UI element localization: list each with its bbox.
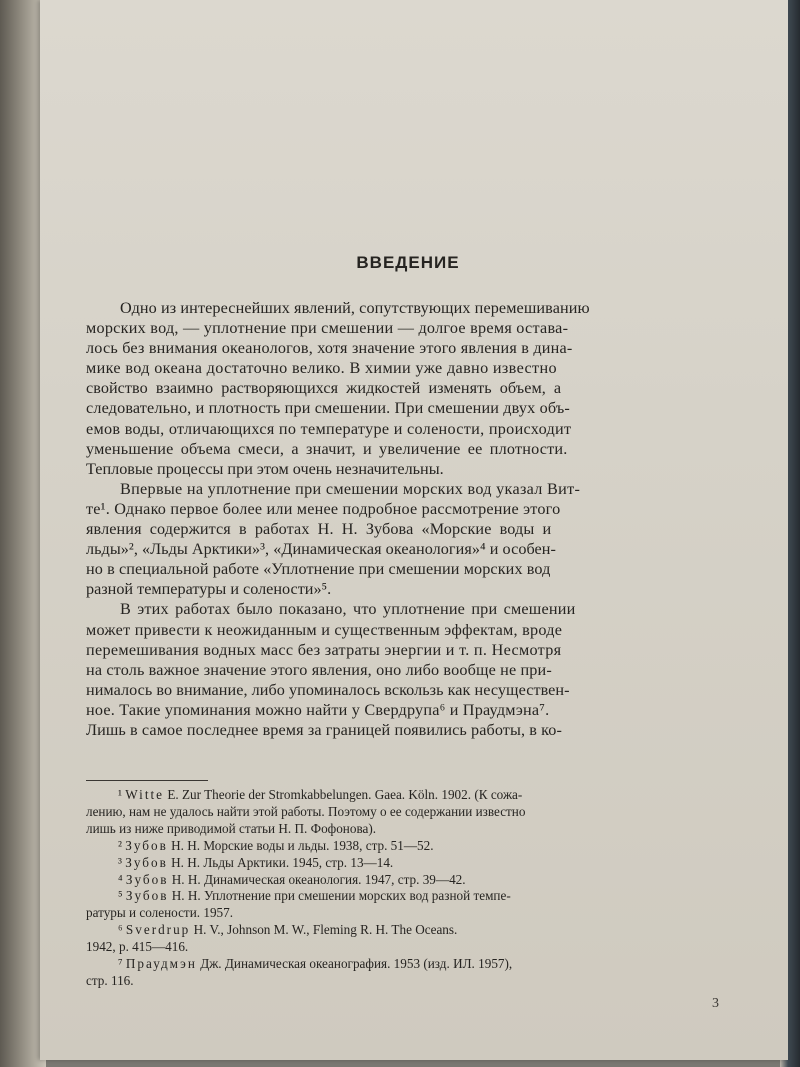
footnote-number: ⁷ bbox=[118, 956, 123, 972]
footnote-author: Witte bbox=[125, 787, 165, 802]
body-line: явления содержится в работах Н. Н. Зубова «Морские воды и bbox=[86, 520, 552, 539]
footnote-number: ⁴ bbox=[118, 871, 123, 887]
body-line: морских вод, — уплотнение при смешении — долгое время остава- bbox=[86, 319, 569, 338]
footnote-author: Праудмэн bbox=[125, 956, 197, 972]
footnote-continuation: 1942, р. 415—416. bbox=[86, 939, 189, 955]
footnote-text: Н. Н. Льды Арктики. 1945, стр. 13—14. bbox=[171, 854, 394, 870]
footnote bbox=[118, 855, 714, 872]
body-line: Впервые на уплотнение при смешении морских вод указал Вит- bbox=[120, 479, 581, 498]
chapter-title: ВВЕДЕНИЕ bbox=[356, 253, 460, 272]
footnote-text: H. V., Johnson M. W., Fleming R. H. The Oceans. bbox=[193, 922, 458, 938]
footnote-number: ² bbox=[118, 837, 122, 853]
body-line: на столь важное значение этого явления, оно либо вообще не при- bbox=[86, 660, 552, 679]
footnote-text: Дж. Динамическая океанография. 1953 (изд. ИЛ. 1957), bbox=[200, 956, 513, 972]
footnote bbox=[118, 956, 714, 973]
page-content bbox=[86, 0, 718, 1067]
footnote-author: Зубов bbox=[125, 854, 168, 870]
footnote-number: ⁵ bbox=[118, 888, 123, 904]
body-line: уменьшение объема смеси, а значит, и увеличение ее плотности. bbox=[86, 439, 568, 458]
footnote-number: ⁶ bbox=[118, 922, 123, 938]
body-line: мике вод океана достаточно велико. В химии уже давно известно bbox=[86, 359, 557, 378]
footnote-author: Sverdrup bbox=[125, 922, 191, 938]
footnote-author: Зубов bbox=[125, 888, 169, 904]
footnote bbox=[118, 922, 714, 939]
body-line: ное. Такие упоминания можно найти у Свердрупа⁶ и Праудмэна⁷. bbox=[86, 700, 550, 719]
footnote-number: ¹ bbox=[118, 787, 122, 802]
body-line: те¹. Однако первое более или менее подробное рассмотрение этого bbox=[86, 499, 561, 518]
footnote bbox=[118, 888, 714, 905]
body-line: нималось во внимание, либо упоминалось вскользь как несуществен- bbox=[86, 680, 570, 699]
body-line: Лишь в самое последнее время за границей появились работы, в ко- bbox=[86, 720, 562, 739]
body-text bbox=[86, 298, 714, 740]
footnote bbox=[118, 838, 714, 855]
body-line: Тепловые процессы при этом очень незначительны. bbox=[86, 459, 444, 478]
footnote-continuation: ратуры и солености. 1957. bbox=[86, 905, 234, 921]
footnote-number: ³ bbox=[118, 854, 122, 870]
body-line: может привести к неожиданным и существенным эффектам, вроде bbox=[86, 620, 563, 639]
footnote-divider bbox=[86, 780, 208, 781]
body-line: перемешивания водных масс без затраты энергии и т. п. Несмотря bbox=[86, 640, 562, 659]
body-line: свойство взаимно растворяющихся жидкостей изменять объем, а bbox=[86, 379, 562, 398]
footnote-text: E. Zur Theorie der Stromkabbelungen. Gaea. Köln. 1902. (К сожа- bbox=[167, 787, 523, 802]
footnote-text: Н. Н. Динамическая океанология. 1947, стр. 39—42. bbox=[171, 871, 466, 887]
footnote-continuation: лению, нам не удалось найти этой работы. Поэтому о ее содержании известно bbox=[86, 803, 526, 819]
body-line: В этих работах было показано, что уплотнение при смешении bbox=[120, 600, 576, 619]
footnote-text: Н. Н. Уплотнение при смешении морских вод разной темпе- bbox=[171, 888, 511, 904]
body-line: разной температуры и солености»⁵. bbox=[86, 580, 332, 599]
footnote-author: Зубов bbox=[125, 837, 168, 853]
body-line: лось без внимания океанологов, хотя значение этого явления в дина- bbox=[86, 339, 573, 358]
body-line: но в специальной работе «Уплотнение при смешении морских вод bbox=[86, 560, 551, 579]
body-line: Одно из интереснейших явлений, сопутствующих перемешиванию bbox=[120, 299, 590, 317]
body-line: емов воды, отличающихся по температуре и солености, происходит bbox=[86, 419, 572, 438]
footnote-author: Зубов bbox=[125, 871, 169, 887]
body-line: льды»², «Льды Арктики»³, «Динамическая океанология»⁴ и особен- bbox=[86, 540, 556, 559]
footnote-continuation: лишь из ниже приводимой статьи Н. П. Фофонова). bbox=[86, 820, 377, 836]
page-number: 3 bbox=[712, 996, 719, 1011]
body-line: следовательно, и плотность при смешении. При смешении двух объ- bbox=[86, 399, 570, 418]
footnote bbox=[118, 872, 714, 889]
footnotes bbox=[86, 780, 714, 990]
footnote-text: Н. Н. Морские воды и льды. 1938, стр. 51—52. bbox=[171, 837, 434, 853]
footnote-continuation: стр. 116. bbox=[86, 972, 134, 988]
footnote bbox=[118, 787, 714, 804]
